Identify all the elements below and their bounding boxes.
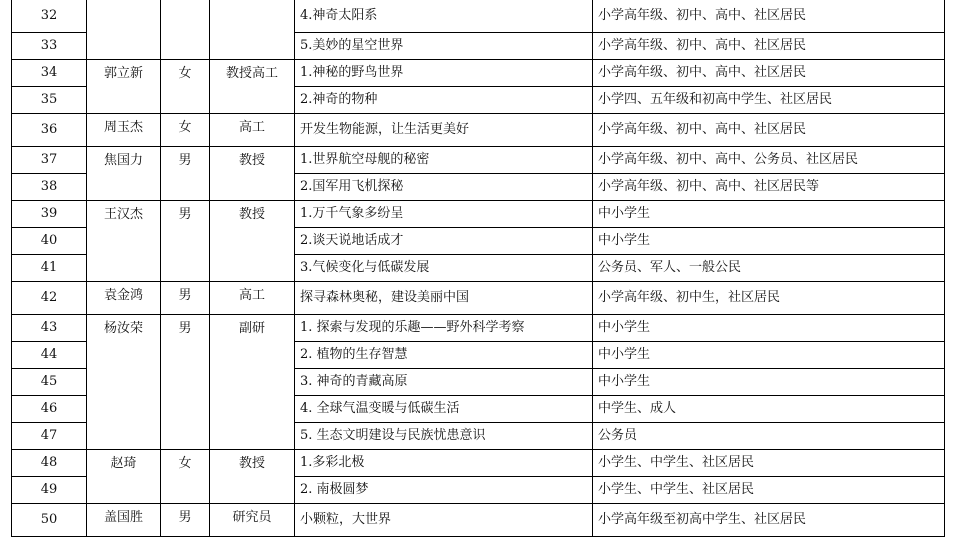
lecturer-sex: 男	[161, 282, 210, 315]
lecture-topic: 1.多彩北极	[295, 450, 593, 477]
target-audience: 小学高年级、初中、高中、社区居民	[593, 60, 945, 87]
row-number: 44	[12, 342, 87, 369]
lecture-topic: 小颗粒，大世界	[295, 504, 593, 537]
lecturer-title: 副研	[210, 315, 295, 450]
lecturer-sex: 男	[161, 147, 210, 201]
target-audience: 小学高年级、初中生，社区居民	[593, 282, 945, 315]
target-audience: 小学四、五年级和初高中学生、社区居民	[593, 87, 945, 114]
table-row	[12, 504, 945, 537]
target-audience: 中小学生	[593, 315, 945, 342]
table-row	[12, 282, 945, 315]
row-number: 50	[12, 504, 87, 537]
lecturer-title: 教授	[210, 201, 295, 282]
lecturer-title: 研究员	[210, 504, 295, 537]
row-number: 38	[12, 174, 87, 201]
lecture-topic: 4.神奇太阳系	[295, 0, 593, 33]
lecturer-sex-cell	[161, 0, 210, 60]
target-audience: 小学高年级、初中、高中、社区居民	[593, 114, 945, 147]
target-audience: 中小学生	[593, 369, 945, 396]
lecture-topic: 1.世界航空母舰的秘密	[295, 147, 593, 174]
target-audience: 小学高年级、初中、高中、社区居民等	[593, 174, 945, 201]
table-row	[12, 60, 945, 87]
lecturer-title: 高工	[210, 282, 295, 315]
table-row	[12, 114, 945, 147]
lecturer-name: 焦国力	[87, 147, 161, 201]
lecture-topic: 开发生物能源，让生活更美好	[295, 114, 593, 147]
lecture-topic: 1.神秘的野鸟世界	[295, 60, 593, 87]
target-audience: 小学高年级至初高中学生、社区居民	[593, 504, 945, 537]
lecturer-name-cell	[87, 0, 161, 60]
row-number: 34	[12, 60, 87, 87]
table-row	[12, 315, 945, 342]
target-audience: 小学高年级、初中、高中、社区居民	[593, 0, 945, 33]
target-audience: 小学高年级、初中、高中、社区居民	[593, 33, 945, 60]
lecture-topic: 2. 南极圆梦	[295, 477, 593, 504]
lecturer-sex: 男	[161, 315, 210, 450]
target-audience: 中小学生	[593, 228, 945, 255]
row-number: 46	[12, 396, 87, 423]
table-row	[12, 0, 945, 33]
lecturer-name: 袁金鸿	[87, 282, 161, 315]
lecture-topic: 3.气候变化与低碳发展	[295, 255, 593, 282]
target-audience: 中小学生	[593, 342, 945, 369]
row-number: 39	[12, 201, 87, 228]
lecturer-name: 赵琦	[87, 450, 161, 504]
row-number: 41	[12, 255, 87, 282]
table-row	[12, 450, 945, 477]
lecture-topic: 探寻森林奥秘，建设美丽中国	[295, 282, 593, 315]
target-audience: 中学生、成人	[593, 396, 945, 423]
row-number: 36	[12, 114, 87, 147]
target-audience: 公务员、军人、一般公民	[593, 255, 945, 282]
lecturer-sex: 男	[161, 504, 210, 537]
row-number: 49	[12, 477, 87, 504]
lecturer-title: 教授	[210, 147, 295, 201]
lecturer-sex: 女	[161, 114, 210, 147]
lecturer-name: 杨汝荣	[87, 315, 161, 450]
target-audience: 小学高年级、初中、高中、公务员、社区居民	[593, 147, 945, 174]
row-number: 33	[12, 33, 87, 60]
lecture-topic: 2.神奇的物种	[295, 87, 593, 114]
lecture-topic: 2. 植物的生存智慧	[295, 342, 593, 369]
target-audience: 小学生、中学生、社区居民	[593, 450, 945, 477]
lecturer-sex: 男	[161, 201, 210, 282]
table-row	[12, 147, 945, 174]
lecturer-name: 郭立新	[87, 60, 161, 114]
lecturer-sex: 女	[161, 60, 210, 114]
row-number: 40	[12, 228, 87, 255]
lecture-topic: 5.美妙的星空世界	[295, 33, 593, 60]
lecture-topic: 1. 探索与发现的乐趣——野外科学考察	[295, 315, 593, 342]
target-audience: 小学生、中学生、社区居民	[593, 477, 945, 504]
lecturer-title-cell	[210, 0, 295, 60]
row-number: 42	[12, 282, 87, 315]
row-number: 48	[12, 450, 87, 477]
lecturer-topic-table	[11, 0, 945, 537]
lecturer-sex: 女	[161, 450, 210, 504]
row-number: 32	[12, 0, 87, 33]
row-number: 35	[12, 87, 87, 114]
row-number: 45	[12, 369, 87, 396]
lecturer-title: 教授	[210, 450, 295, 504]
lecture-topic: 1.万千气象多纷呈	[295, 201, 593, 228]
table-row	[12, 201, 945, 228]
lecturer-title: 高工	[210, 114, 295, 147]
target-audience: 中小学生	[593, 201, 945, 228]
row-number: 37	[12, 147, 87, 174]
lecturer-name: 周玉杰	[87, 114, 161, 147]
row-number: 47	[12, 423, 87, 450]
lecturer-name: 王汉杰	[87, 201, 161, 282]
target-audience: 公务员	[593, 423, 945, 450]
lecture-topic: 5. 生态文明建设与民族忧患意识	[295, 423, 593, 450]
lecture-topic: 2.国军用飞机探秘	[295, 174, 593, 201]
lecturer-title: 教授高工	[210, 60, 295, 114]
row-number: 43	[12, 315, 87, 342]
lecture-topic: 3. 神奇的青藏高原	[295, 369, 593, 396]
lecture-topic: 2.谈天说地话成才	[295, 228, 593, 255]
lecture-topic: 4. 全球气温变暖与低碳生活	[295, 396, 593, 423]
lecturer-name: 盖国胜	[87, 504, 161, 537]
